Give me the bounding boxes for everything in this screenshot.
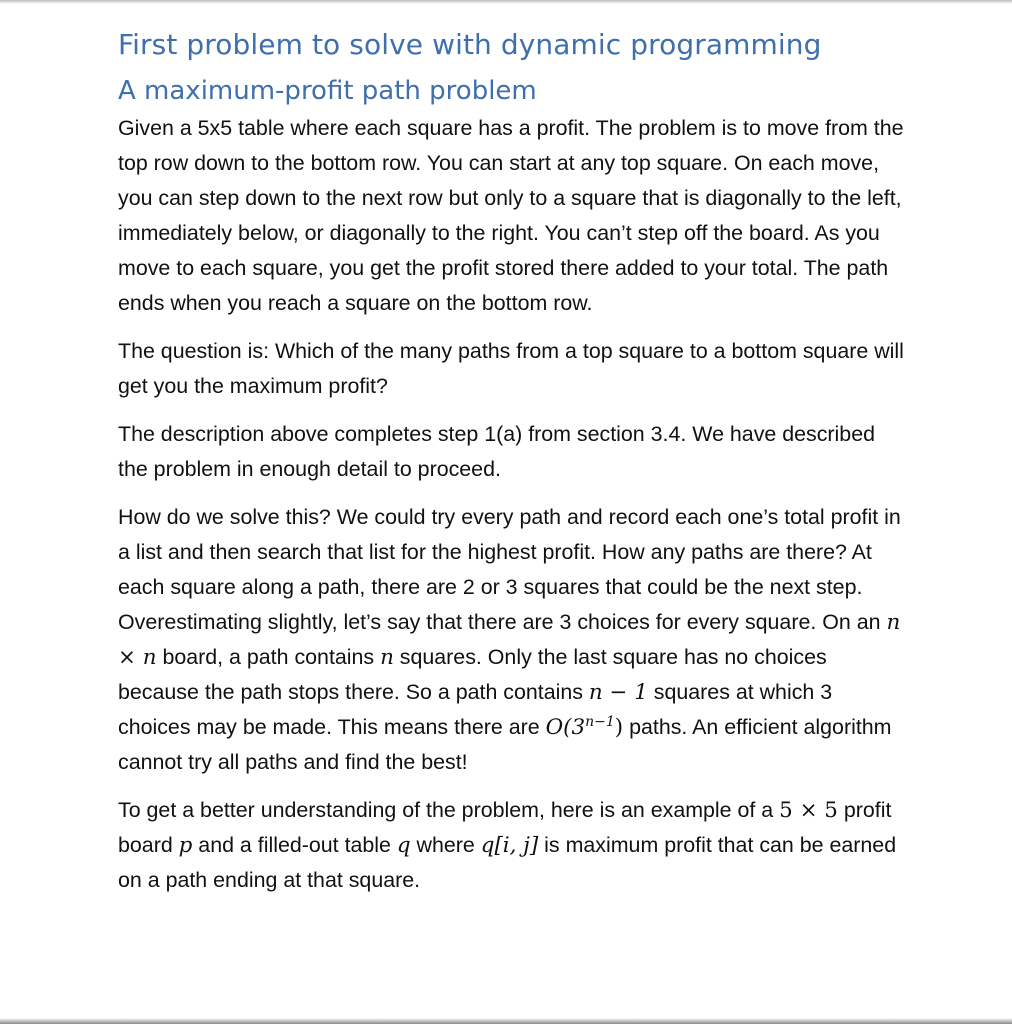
top-edge [0, 0, 1012, 4]
text-run: is maximum profit that can be earned on a path ending at that square. [118, 833, 897, 892]
math-close-paren: ) [614, 715, 624, 740]
bottom-edge [0, 1018, 1012, 1024]
math-5-by-5: 5 × 5 [779, 798, 838, 823]
section-subtitle: A maximum-profit path problem [118, 76, 537, 106]
text-run: where [410, 833, 481, 857]
text-run: board, a path contains [156, 645, 381, 669]
math-q: q [396, 833, 411, 858]
text-run: paths. An efficient algorithm cannot try all paths and find the best! [118, 715, 892, 774]
math-exponent: n−1 [585, 713, 615, 730]
text-run: How do we solve this? We could try every path and record each one’s total profit in a list and then search that list for the highest profit. How any paths are there? At each square along a path, there are 2 or 3 squares that could be the next step. Overestimating slightly, let’s say that there are 3 choices for every square. On an [118, 505, 901, 634]
paragraph-problem-statement: Given a 5x5 table where each square has a profit. The problem is to move from the top row down to the bottom row. You can start at any top square. On each move, you can step down to the next row but only to a square that is diagonally to the left, immediately below, or diagonally to the right. You can’t step off the board. As you move to each square, you get the profit stored there added to your total. The path ends when you reach a square on the bottom row. [118, 116, 904, 315]
paragraph-question: The question is: Which of the many paths from a top square to a bottom square will get you the maximum profit? [118, 339, 904, 398]
math-n-by-n: n × n [118, 610, 901, 670]
math-big-o: O(3 [545, 715, 586, 740]
math-n-minus-1: n − 1 [588, 680, 648, 705]
document-page [118, 24, 908, 911]
math-q-i-j: q[i, j] [480, 833, 539, 858]
text-run: To get a better understanding of the problem, here is an example of a [118, 798, 780, 822]
text-run: squares. Only the last square has no choices because the path stops there. So a path contains [118, 645, 827, 704]
text-run: squares at which 3 choices may be made. This means there are [118, 680, 833, 739]
math-p: p [178, 833, 193, 858]
math-n: n [380, 645, 394, 670]
paragraph-step-note: The description above completes step 1(a) from section 3.4. We have described the problem in enough detail to proceed. [118, 422, 875, 481]
page-title: First problem to solve with dynamic programming [118, 28, 822, 61]
paragraph-path-count [118, 500, 908, 780]
text-run: profit board [118, 798, 892, 857]
text-run: and a filled-out table [192, 833, 397, 857]
paragraph-example-intro [118, 793, 908, 898]
